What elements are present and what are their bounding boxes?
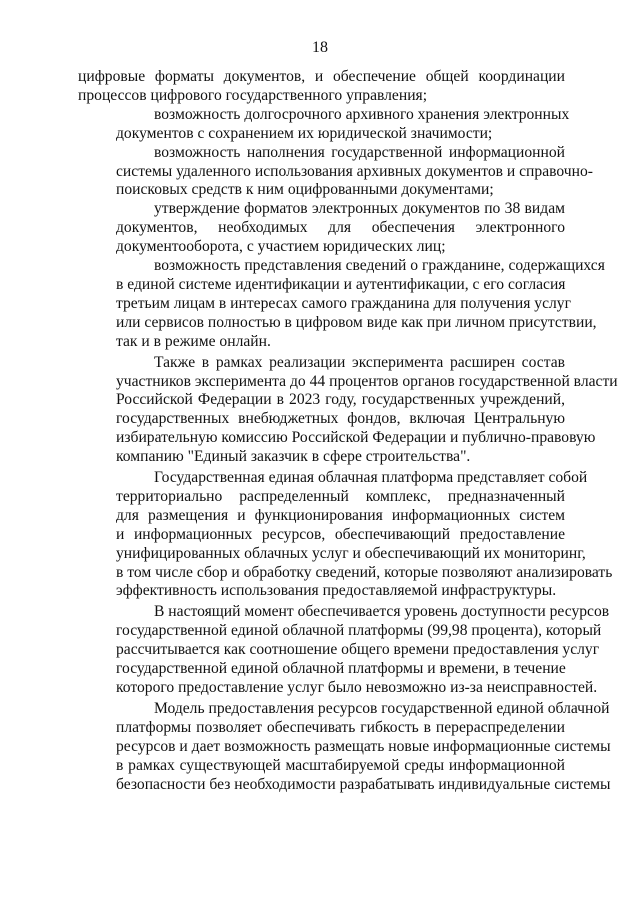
paragraph-4: [78, 200, 565, 257]
text-line: унифицированных облачных услуг и обеспечивающий их мониторинг,: [116, 544, 586, 562]
text-line: компанию "Единый заказчик в сфере строительства".: [116, 448, 471, 466]
text-line: утверждение форматов электронных документов по 38 видам: [154, 200, 565, 218]
paragraph-8: [78, 603, 610, 698]
text-line: поисковых средств к ним оцифрованными документами;: [116, 181, 494, 199]
text-line: третьим лицам в интересах самого гражданина для получения услуг: [116, 294, 571, 312]
text-line: эффективность использования предоставляемой инфраструктуры.: [116, 582, 557, 600]
page-number: 18: [312, 39, 328, 56]
paragraph-1: [78, 68, 565, 106]
text-line: государственных внебюджетных фондов, включая Центральную: [116, 410, 565, 428]
text-line: и информационных ресурсов, обеспечивающий предоставление: [116, 525, 565, 543]
paragraph-9: [78, 699, 611, 795]
text-line: для размещения и функционирования информационных систем: [116, 506, 565, 524]
text-line: ресурсов и дает возможность размещать новые информационные системы: [116, 737, 611, 755]
text-line: возможность наполнения государственной информационной: [154, 143, 565, 161]
text-line: системы удаленного использования архивных документов и справочно-: [116, 162, 593, 180]
text-line: или сервисов полностью в цифровом виде как при личном присутствии,: [116, 313, 597, 331]
text-line: документов, необходимых для обеспечения электронного: [116, 219, 565, 237]
text-line: возможность представления сведений о гражданине, содержащихся: [154, 257, 605, 275]
text-line: избирательную комиссию Российской Федерации и публично-правовую: [116, 429, 596, 447]
text-line: в том числе сбор и обработку сведений, которые позволяют анализировать: [116, 563, 613, 581]
text-line: В настоящий момент обеспечивается уровень доступности ресурсов: [154, 603, 610, 621]
text-line: государственной единой облачной платформы (99,98 процента), который: [116, 622, 602, 640]
text-line: Российской Федерации в 2023 году, государственных учреждений,: [116, 391, 565, 409]
text-line: государственной единой облачной платформы и времени, в течение: [116, 660, 566, 678]
text-line: возможность долгосрочного архивного хранения электронных: [154, 105, 570, 123]
text-line: рассчитывается как соотношение общего времени предоставления услуг: [116, 641, 600, 659]
paragraph-2: [78, 105, 570, 144]
text-line: Модель предоставления ресурсов государственной единой облачной: [154, 699, 610, 717]
paragraph-7: [78, 469, 613, 601]
paragraph-6: [78, 353, 618, 467]
text-line: документооборота, с участием юридических лиц;: [116, 238, 446, 256]
text-line: так и в режиме онлайн.: [116, 332, 271, 350]
text-line: документов с сохранением их юридической значимости;: [116, 124, 493, 142]
text-line: платформы позволяет обеспечивать гибкость в перераспределении: [116, 718, 565, 736]
document-body: [78, 68, 618, 794]
text-line: в единой системе идентификации и аутентификации, с его согласия: [116, 275, 566, 293]
text-line: Государственная единая облачная платформа представляет собой: [154, 469, 588, 487]
text-line: территориально распределенный комплекс, предназначенный: [116, 487, 565, 505]
text-line: в рамках существующей масштабируемой среды информационной: [116, 756, 565, 774]
paragraph-5: [78, 257, 605, 352]
text-line: цифровые форматы документов, и обеспечение общей координации: [78, 68, 565, 85]
text-line: участников эксперимента до 44 процентов органов государственной власти: [116, 372, 618, 390]
paragraph-3: [78, 143, 593, 201]
text-line: процессов цифрового государственного управления;: [78, 86, 428, 104]
text-line: безопасности без необходимости разрабатывать индивидуальные системы: [116, 775, 611, 793]
text-line: Также в рамках реализации эксперимента расширен состав: [154, 353, 565, 371]
text-line: которого предоставление услуг было невозможно из-за неисправностей.: [116, 679, 598, 696]
